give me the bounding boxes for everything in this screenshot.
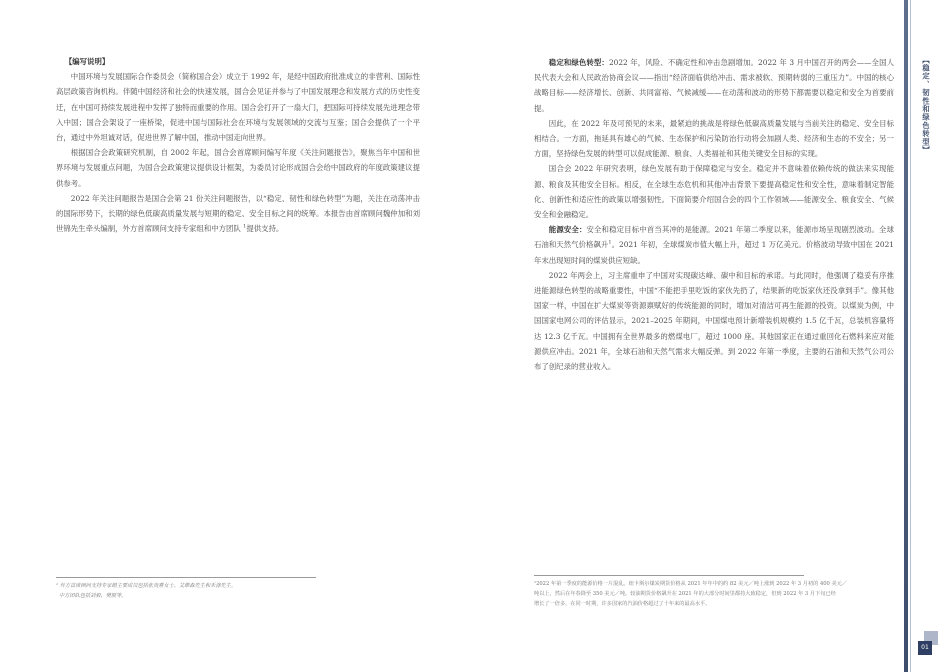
paragraph <box>534 55 894 116</box>
footnote <box>56 581 321 601</box>
footnote-ref[interactable]: 1 <box>608 239 612 246</box>
paragraph <box>534 222 894 268</box>
paragraph-text: 提供支持。 <box>246 224 284 234</box>
side-accent-bar <box>904 0 908 672</box>
footnote-line: 中方团队包括刘毅、樊展等。 <box>59 593 127 599</box>
paragraph-lead: 稳定和绿色转型： <box>548 58 609 67</box>
footnote-ref[interactable]: 1 <box>243 223 247 230</box>
section-heading: 【编写说明】 <box>64 57 110 66</box>
footnote-line: 增长了一倍多，在同一时期，许多国家的汽油价格超过了十年来的最高水平。 <box>534 601 711 607</box>
footnote-divider <box>56 577 316 578</box>
page-number: 01 <box>918 641 932 655</box>
right-column <box>534 55 894 374</box>
paragraph: 2022 年两会上，习主席重申了中国对实现碳达峰、碳中和目标的承诺。与此同时，他强调了稳妥有序推进能源绿色转型的战略重要性，中国“不能把手里吃饭的家伙先扔了，结果新的吃饭家伙还没拿到手”。像其他国家一样，中国在扩大煤炭等资源禀赋好的传统能源的同时，增加对清洁可再生能源的投资。以煤炭为例，中国国家电网公司的评估显示，2021–2025 年期间，中国煤电预计新增装机规模约 1.5 亿千瓦，总装机容量将达 12.3 亿千瓦。中国拥有全世界最多的燃煤电厂，超过 1000 座。其他国家正在通过重回化石燃料来应对能源供应冲击。2021 年，全球石油和天然气需求大幅反弹。到 2022 年第一季度，主要的石油和天然气公司公布了创纪录的营业收入。 <box>534 270 894 372</box>
left-column <box>56 54 420 236</box>
paragraph: 国合会 2022 年研究表明，绿色发展有助于保障稳定与安全。稳定并不意味着依赖传统的做法来实现能源、粮食及其他安全目标。相反，在全球生态危机和其他冲击背景下要提高稳定性和安全性，意味着制定智能化、创新性和适应性的政策以增强韧性。下面简要介绍国合会的四个工作领域——能源安全、粮食安全、气候安全和金融稳定。 <box>534 164 894 220</box>
paragraph: 因此，在 2022 年及可预见的未来，最紧迫的挑战是将绿色低碳高质量发展与当前关注的稳定、安全目标相结合。一方面，拖延具有雄心的气候、生态保护和污染防治行动将会加剧人类、经济和生态的不安全；另一方面，坚持绿色发展的转型可以促成能源、粮食、人类福祉和其他关键安全目标的实现。 <box>534 118 894 159</box>
paragraph-lead: 能源安全： <box>548 225 587 235</box>
side-section-label: 【稳定、韧性和绿色转型】 <box>922 56 931 155</box>
footnote-line: 吨以上，然后在年春降至 350 美元／吨。较油期货价格飙升在 2021 年的大部分时间里都持大致稳定，但到 2022 年 3 月下旬已经 <box>534 591 836 597</box>
paragraph-text: 。2021 年初，全球煤炭市值大幅上升，超过 1 万亿美元。价格波动导致中国在 2021 年末出现短时间的煤炭供应短缺。 <box>534 240 894 265</box>
paragraph: 根据国合会政策研究机制，自 2002 年起，国合会首席顾问编写年度《关注问题报告》，聚焦当年中国和世界环境与发展重点问题，为国合会政策建议提供设计框架，为委员讨论形成国合会给中国政府的年度政策建议提供参考。 <box>56 148 420 188</box>
footnote-divider <box>534 575 804 576</box>
paragraph-text: 2022 年关注问题报告是国合会第 21 份关注问题报告，以“稳定、韧性和绿色转型”为题，关注在动荡冲击的国际形势下，长期的绿色低碳高质量发展与短期的稳定、安全目标之间的统筹。本报告由首席顾问魏仲加和刘世锦先生牵头编制，外方首席顾问支持专家组和中方团队 <box>56 193 420 234</box>
paragraph-text: 2022 年，风险、不确定性和冲击急剧增加。2022 年 3 月中国召开的两会——全国人民代表大会和人民政治协商会议——指出“经济面临供给冲击、需求被软、预期转弱的三重压力”。中国的核心战略目标——经济增长、创新、共同富裕、气候减缓——在动荡和波动的形势下都需要以稳定和安全为首要前提。 <box>534 58 894 113</box>
paragraph <box>56 191 420 237</box>
paragraph-text: 安全和稳定目标中首当其冲的是能源。2021 年第二季度以来，能源市场呈现剧烈波动。全球石油和天然气价格飙升 <box>534 225 894 250</box>
footnote <box>534 579 896 609</box>
footnote-line: ¹2022 年第一季度的能源价格一片混乱。纽卡斯尔煤炭期货价格从 2021 年年中的约 82 美元／吨上涨到 2022 年 3 月初的 400 美元／ <box>534 581 848 587</box>
paragraph: 中国环境与发展国际合作委员会（简称国合会）成立于 1992 年，是经中国政府批准成立的非营利、国际性高层政策咨询机构。伴随中国经济和社会的快速发展，国合会见证并参与了中国发展理念和发展方式的历史性变迁，在中国可持续发展进程中发挥了独特而重要的作用。国合会打开了一扇大门，把国际可持续发展先进理念带入中国；国合会架设了一座桥梁，促进中国与国际社会在环境与发展领域的交流与互鉴；国合会提供了一个平台，通过中外坦诚对话，促进世界了解中国，推动中国走向世界。 <box>56 72 420 143</box>
footnote-line: ¹ 外方首席顾问支持专家组主要成员包括张贵燕女士、艾维森先生和禾涤先生。 <box>56 583 237 589</box>
side-accent-line <box>910 0 911 672</box>
